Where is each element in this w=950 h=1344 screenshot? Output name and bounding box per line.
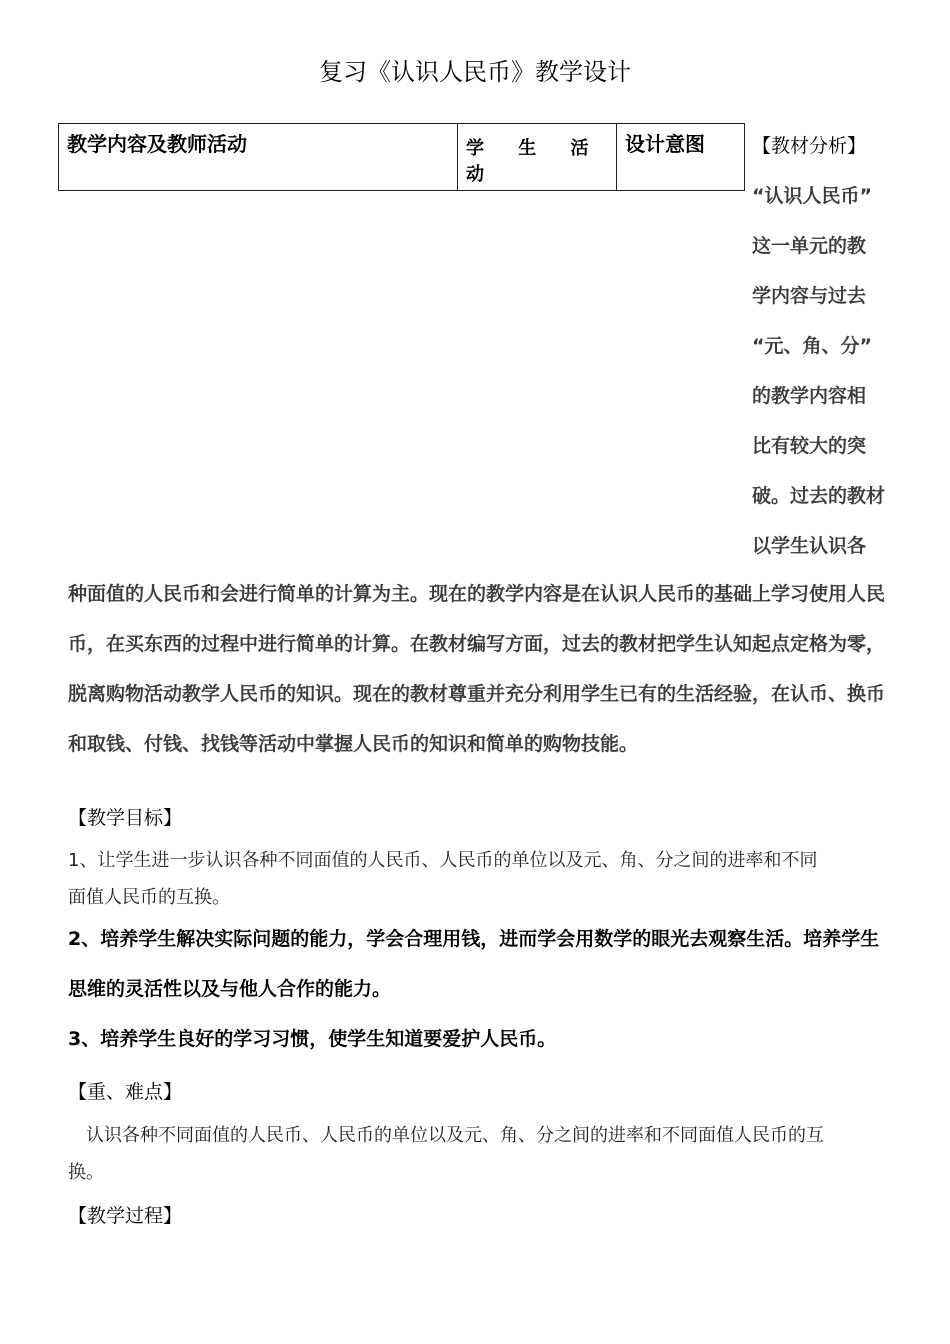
key-points-line-1: 认识各种不同面值的人民币、人民币的单位以及元、角、分之间的进率和不同面值人民币的互 xyxy=(68,1125,824,1146)
analysis-side-line: 这一单元的教 xyxy=(752,235,867,257)
page-title: 复习《认识人民币》教学设计 xyxy=(319,58,631,86)
header-teacher-activity: 教学内容及教师活动 xyxy=(59,124,458,191)
analysis-side-line: 的教学内容相 xyxy=(752,385,867,407)
analysis-label: 【教材分析】 xyxy=(752,135,867,157)
key-points-heading: 【重、难点】 xyxy=(68,1081,183,1103)
objective-2-line-1: 2、培养学生解决实际问题的能力，学会合理用钱，进而学会用数学的眼光去观察生活。培养学生 xyxy=(68,928,880,950)
objectives-heading: 【教学目标】 xyxy=(68,807,183,829)
lesson-table-header xyxy=(58,123,745,191)
header-student-activity: 学 生 活 动 xyxy=(458,124,617,191)
analysis-side-column xyxy=(752,121,892,571)
key-points-body xyxy=(68,1117,888,1191)
process-heading: 【教学过程】 xyxy=(68,1205,183,1227)
analysis-side-line: “认识人民币” xyxy=(752,185,872,207)
key-points-line-2: 换。 xyxy=(68,1162,104,1183)
analysis-side-line: 学内容与过去 xyxy=(752,285,867,307)
analysis-body xyxy=(68,569,888,769)
objective-item-2 xyxy=(68,914,888,1014)
objective-item-3: 3、培养学生良好的学习习惯，使学生知道要爱护人民币。 xyxy=(68,1028,557,1050)
analysis-side-line: 破。过去的教材 xyxy=(752,485,886,507)
analysis-body-line: 种面值的人民币和会进行简单的计算为主。现在的教学内容是在认识人民币的基础上学习使用人民 xyxy=(68,583,886,605)
analysis-side-line: “元、角、分” xyxy=(752,335,872,357)
analysis-body-line: 币，在买东西的过程中进行简单的计算。在教材编写方面，过去的教材把学生认知起点定格为零， xyxy=(68,633,886,655)
objective-item-1 xyxy=(68,842,888,916)
header-design-intent: 设计意图 xyxy=(617,124,745,191)
analysis-body-line: 和取钱、付钱、找钱等活动中掌握人民币的知识和简单的购物技能。 xyxy=(68,733,639,755)
analysis-side-line: 比有较大的突 xyxy=(752,435,867,457)
objective-2-line-2: 思维的灵活性以及与他人合作的能力。 xyxy=(68,978,392,1000)
objective-1-line-2: 面值人民币的互换。 xyxy=(68,887,230,908)
analysis-body-line: 脱离购物活动教学人民币的知识。现在的教材尊重并充分利用学生已有的生活经验，在认币、换币 xyxy=(68,683,886,705)
objective-1-line-1: 1、让学生进一步认识各种不同面值的人民币、人民币的单位以及元、角、分之间的进率和不同 xyxy=(68,850,818,871)
analysis-side-line: 以学生认识各 xyxy=(752,535,867,557)
